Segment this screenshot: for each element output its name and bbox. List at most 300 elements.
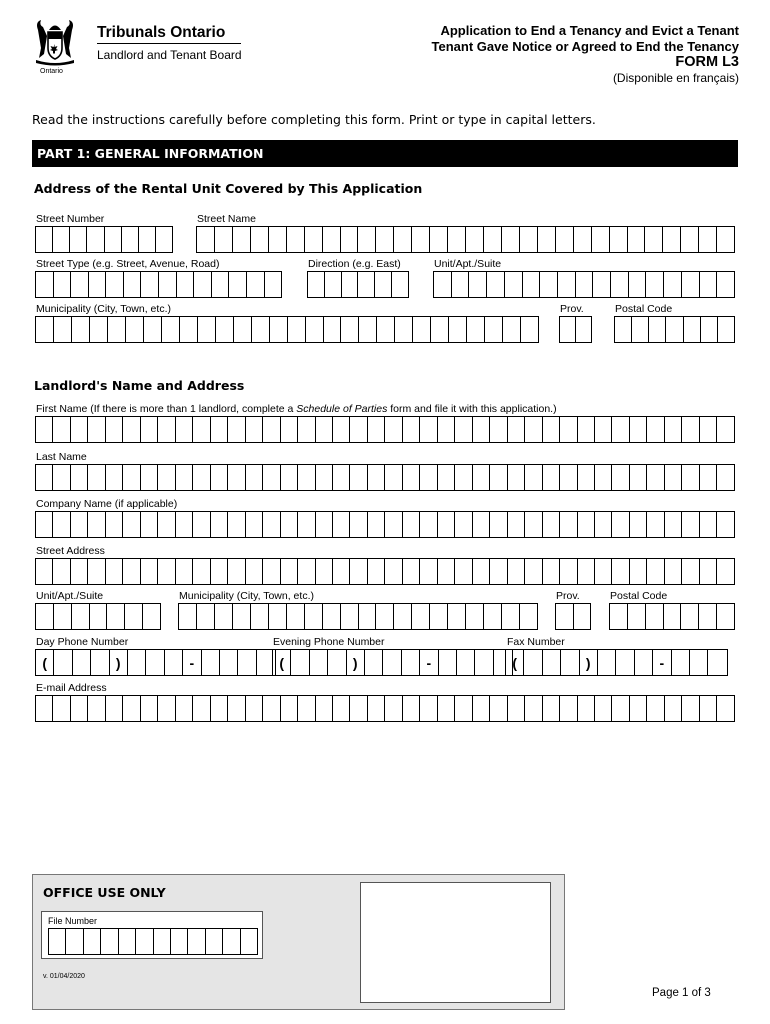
- char-cell[interactable]: [206, 929, 223, 954]
- char-cell[interactable]: [106, 272, 124, 297]
- char-cell[interactable]: [106, 696, 123, 721]
- char-cell[interactable]: [341, 227, 359, 252]
- char-cell[interactable]: [467, 317, 485, 342]
- char-cell[interactable]: [628, 227, 646, 252]
- char-cell[interactable]: [88, 465, 105, 490]
- rental-municipality-input[interactable]: [35, 316, 539, 343]
- char-cell[interactable]: [36, 417, 53, 442]
- char-cell[interactable]: [612, 417, 629, 442]
- char-cell[interactable]: [612, 696, 629, 721]
- landlord-email-input[interactable]: [35, 695, 735, 722]
- char-cell[interactable]: [176, 559, 193, 584]
- char-cell[interactable]: [593, 272, 611, 297]
- char-cell[interactable]: [89, 272, 107, 297]
- char-cell[interactable]: [106, 559, 123, 584]
- char-cell[interactable]: [385, 559, 402, 584]
- char-cell[interactable]: [176, 465, 193, 490]
- char-cell[interactable]: [88, 417, 105, 442]
- char-cell[interactable]: [324, 317, 342, 342]
- char-cell[interactable]: [298, 696, 315, 721]
- rental-postal-code-input[interactable]: [614, 316, 735, 343]
- char-cell[interactable]: [560, 465, 577, 490]
- char-cell[interactable]: [126, 317, 144, 342]
- char-cell[interactable]: [251, 227, 269, 252]
- char-cell[interactable]: [263, 559, 280, 584]
- char-cell[interactable]: [341, 317, 359, 342]
- rental-street-number-input[interactable]: [35, 226, 173, 253]
- char-cell[interactable]: [269, 227, 287, 252]
- char-cell[interactable]: [520, 227, 538, 252]
- char-cell[interactable]: [101, 929, 118, 954]
- char-cell[interactable]: [72, 604, 90, 629]
- char-cell[interactable]: [647, 465, 664, 490]
- char-cell[interactable]: [630, 559, 647, 584]
- char-cell[interactable]: [508, 417, 525, 442]
- char-cell[interactable]: [90, 604, 108, 629]
- char-cell[interactable]: [455, 465, 472, 490]
- char-cell[interactable]: [578, 465, 595, 490]
- char-cell[interactable]: [228, 559, 245, 584]
- char-cell[interactable]: [158, 696, 175, 721]
- char-cell[interactable]: [502, 227, 520, 252]
- char-cell[interactable]: [610, 227, 628, 252]
- char-cell[interactable]: [595, 417, 612, 442]
- char-cell[interactable]: [197, 604, 215, 629]
- char-cell[interactable]: [560, 417, 577, 442]
- landlord-municipality-input[interactable]: [178, 603, 538, 630]
- char-cell[interactable]: [490, 696, 507, 721]
- char-cell[interactable]: [171, 929, 188, 954]
- char-cell[interactable]: [700, 696, 717, 721]
- char-cell[interactable]: [233, 604, 251, 629]
- char-cell[interactable]: [87, 227, 104, 252]
- char-cell[interactable]: [53, 512, 70, 537]
- char-cell[interactable]: [122, 227, 139, 252]
- char-cell[interactable]: [632, 317, 649, 342]
- char-cell[interactable]: [368, 465, 385, 490]
- char-cell[interactable]: [490, 465, 507, 490]
- char-cell[interactable]: [143, 604, 160, 629]
- char-cell[interactable]: [36, 227, 53, 252]
- char-cell[interactable]: [574, 227, 592, 252]
- char-cell[interactable]: [420, 512, 437, 537]
- day-phone-input[interactable]: [35, 649, 276, 676]
- char-cell[interactable]: [682, 272, 700, 297]
- char-cell[interactable]: [71, 559, 88, 584]
- char-cell[interactable]: [543, 559, 560, 584]
- char-cell[interactable]: [455, 696, 472, 721]
- char-cell[interactable]: [430, 227, 448, 252]
- char-cell[interactable]: [350, 417, 367, 442]
- char-cell[interactable]: [141, 512, 158, 537]
- char-cell[interactable]: [215, 604, 233, 629]
- char-cell[interactable]: [368, 417, 385, 442]
- char-cell[interactable]: [682, 512, 699, 537]
- char-cell[interactable]: [665, 465, 682, 490]
- char-cell[interactable]: [90, 317, 108, 342]
- char-cell[interactable]: [438, 465, 455, 490]
- char-cell[interactable]: [84, 929, 101, 954]
- char-cell[interactable]: [139, 227, 156, 252]
- char-cell[interactable]: [263, 465, 280, 490]
- char-cell[interactable]: [54, 272, 72, 297]
- char-cell[interactable]: [193, 696, 210, 721]
- char-cell[interactable]: [107, 604, 125, 629]
- evening-phone-input[interactable]: [272, 649, 513, 676]
- char-cell[interactable]: [543, 512, 560, 537]
- char-cell[interactable]: [717, 512, 733, 537]
- char-cell[interactable]: [538, 227, 556, 252]
- char-cell[interactable]: [385, 512, 402, 537]
- char-cell[interactable]: [449, 317, 467, 342]
- char-cell[interactable]: [333, 417, 350, 442]
- char-cell[interactable]: [156, 227, 172, 252]
- char-cell[interactable]: [88, 559, 105, 584]
- char-cell[interactable]: [53, 227, 70, 252]
- char-cell[interactable]: [141, 417, 158, 442]
- char-cell[interactable]: [333, 559, 350, 584]
- char-cell[interactable]: [717, 696, 733, 721]
- char-cell[interactable]: [211, 417, 228, 442]
- char-cell[interactable]: [647, 559, 664, 584]
- char-cell[interactable]: [699, 227, 717, 252]
- char-cell[interactable]: [72, 317, 90, 342]
- landlord-last-name-input[interactable]: [35, 464, 735, 491]
- char-cell[interactable]: [106, 465, 123, 490]
- char-cell[interactable]: [490, 417, 507, 442]
- rental-direction-input[interactable]: [307, 271, 409, 298]
- char-cell[interactable]: [525, 465, 542, 490]
- char-cell[interactable]: [681, 227, 699, 252]
- char-cell[interactable]: [36, 559, 53, 584]
- char-cell[interactable]: [246, 465, 263, 490]
- char-cell[interactable]: [66, 929, 83, 954]
- char-cell[interactable]: [154, 929, 171, 954]
- char-cell[interactable]: [49, 929, 66, 954]
- char-cell[interactable]: [281, 465, 298, 490]
- char-cell[interactable]: [176, 696, 193, 721]
- char-cell[interactable]: [413, 317, 431, 342]
- char-cell[interactable]: [503, 317, 521, 342]
- char-cell[interactable]: [630, 465, 647, 490]
- char-cell[interactable]: [665, 417, 682, 442]
- char-cell[interactable]: [125, 604, 143, 629]
- char-cell[interactable]: [576, 317, 591, 342]
- char-cell[interactable]: [473, 417, 490, 442]
- char-cell[interactable]: [592, 227, 610, 252]
- char-cell[interactable]: [484, 604, 502, 629]
- char-cell[interactable]: [193, 512, 210, 537]
- char-cell[interactable]: [376, 227, 394, 252]
- fax-input[interactable]: [505, 649, 728, 676]
- char-cell[interactable]: [123, 559, 140, 584]
- landlord-prov-input[interactable]: [555, 603, 591, 630]
- char-cell[interactable]: [316, 417, 333, 442]
- char-cell[interactable]: [438, 417, 455, 442]
- char-cell[interactable]: [505, 272, 523, 297]
- char-cell[interactable]: [71, 417, 88, 442]
- char-cell[interactable]: [543, 417, 560, 442]
- char-cell[interactable]: [578, 559, 595, 584]
- char-cell[interactable]: [543, 696, 560, 721]
- char-cell[interactable]: [144, 317, 162, 342]
- char-cell[interactable]: [438, 512, 455, 537]
- char-cell[interactable]: [106, 512, 123, 537]
- char-cell[interactable]: [490, 559, 507, 584]
- char-cell[interactable]: [455, 417, 472, 442]
- char-cell[interactable]: [215, 227, 233, 252]
- char-cell[interactable]: [434, 272, 452, 297]
- char-cell[interactable]: [452, 272, 470, 297]
- char-cell[interactable]: [394, 227, 412, 252]
- char-cell[interactable]: [473, 512, 490, 537]
- char-cell[interactable]: [525, 559, 542, 584]
- char-cell[interactable]: [162, 317, 180, 342]
- char-cell[interactable]: [681, 604, 699, 629]
- char-cell[interactable]: [394, 604, 412, 629]
- char-cell[interactable]: [71, 465, 88, 490]
- char-cell[interactable]: [664, 604, 682, 629]
- char-cell[interactable]: [630, 696, 647, 721]
- char-cell[interactable]: [368, 559, 385, 584]
- char-cell[interactable]: [612, 512, 629, 537]
- char-cell[interactable]: [473, 559, 490, 584]
- char-cell[interactable]: [36, 465, 53, 490]
- char-cell[interactable]: [176, 417, 193, 442]
- char-cell[interactable]: [123, 696, 140, 721]
- landlord-unit-input[interactable]: [35, 603, 161, 630]
- char-cell[interactable]: [610, 604, 628, 629]
- char-cell[interactable]: [717, 465, 733, 490]
- char-cell[interactable]: [578, 696, 595, 721]
- char-cell[interactable]: [176, 512, 193, 537]
- char-cell[interactable]: [350, 465, 367, 490]
- char-cell[interactable]: [448, 227, 466, 252]
- landlord-company-input[interactable]: [35, 511, 735, 538]
- char-cell[interactable]: [718, 317, 734, 342]
- char-cell[interactable]: [595, 559, 612, 584]
- char-cell[interactable]: [612, 559, 629, 584]
- char-cell[interactable]: [136, 929, 153, 954]
- char-cell[interactable]: [403, 559, 420, 584]
- char-cell[interactable]: [71, 512, 88, 537]
- char-cell[interactable]: [298, 465, 315, 490]
- char-cell[interactable]: [412, 604, 430, 629]
- char-cell[interactable]: [71, 272, 89, 297]
- char-cell[interactable]: [412, 227, 430, 252]
- char-cell[interactable]: [316, 559, 333, 584]
- rental-prov-input[interactable]: [559, 316, 592, 343]
- char-cell[interactable]: [682, 559, 699, 584]
- char-cell[interactable]: [508, 512, 525, 537]
- char-cell[interactable]: [323, 604, 341, 629]
- char-cell[interactable]: [358, 272, 375, 297]
- char-cell[interactable]: [395, 317, 413, 342]
- char-cell[interactable]: [333, 465, 350, 490]
- char-cell[interactable]: [263, 696, 280, 721]
- char-cell[interactable]: [88, 512, 105, 537]
- char-cell[interactable]: [36, 272, 54, 297]
- char-cell[interactable]: [403, 696, 420, 721]
- char-cell[interactable]: [106, 417, 123, 442]
- char-cell[interactable]: [265, 272, 282, 297]
- char-cell[interactable]: [123, 465, 140, 490]
- char-cell[interactable]: [212, 272, 230, 297]
- char-cell[interactable]: [466, 604, 484, 629]
- char-cell[interactable]: [377, 317, 395, 342]
- char-cell[interactable]: [333, 512, 350, 537]
- char-cell[interactable]: [665, 512, 682, 537]
- char-cell[interactable]: [420, 696, 437, 721]
- char-cell[interactable]: [241, 929, 257, 954]
- char-cell[interactable]: [523, 272, 541, 297]
- char-cell[interactable]: [508, 465, 525, 490]
- char-cell[interactable]: [595, 696, 612, 721]
- landlord-street-address-input[interactable]: [35, 558, 735, 585]
- char-cell[interactable]: [71, 696, 88, 721]
- char-cell[interactable]: [194, 272, 212, 297]
- char-cell[interactable]: [647, 417, 664, 442]
- char-cell[interactable]: [298, 417, 315, 442]
- char-cell[interactable]: [246, 559, 263, 584]
- char-cell[interactable]: [246, 696, 263, 721]
- char-cell[interactable]: [229, 272, 247, 297]
- char-cell[interactable]: [431, 317, 449, 342]
- char-cell[interactable]: [717, 604, 734, 629]
- char-cell[interactable]: [188, 929, 205, 954]
- char-cell[interactable]: [288, 317, 306, 342]
- char-cell[interactable]: [682, 417, 699, 442]
- char-cell[interactable]: [281, 559, 298, 584]
- char-cell[interactable]: [392, 272, 408, 297]
- char-cell[interactable]: [490, 512, 507, 537]
- char-cell[interactable]: [198, 317, 216, 342]
- char-cell[interactable]: [325, 272, 342, 297]
- char-cell[interactable]: [578, 512, 595, 537]
- char-cell[interactable]: [298, 512, 315, 537]
- char-cell[interactable]: [576, 272, 594, 297]
- char-cell[interactable]: [420, 559, 437, 584]
- char-cell[interactable]: [316, 465, 333, 490]
- char-cell[interactable]: [666, 317, 683, 342]
- char-cell[interactable]: [211, 512, 228, 537]
- char-cell[interactable]: [438, 559, 455, 584]
- char-cell[interactable]: [595, 465, 612, 490]
- char-cell[interactable]: [350, 559, 367, 584]
- char-cell[interactable]: [287, 227, 305, 252]
- char-cell[interactable]: [246, 512, 263, 537]
- landlord-first-name-input[interactable]: [35, 416, 735, 443]
- char-cell[interactable]: [368, 512, 385, 537]
- char-cell[interactable]: [630, 417, 647, 442]
- char-cell[interactable]: [455, 512, 472, 537]
- char-cell[interactable]: [663, 227, 681, 252]
- char-cell[interactable]: [375, 272, 392, 297]
- char-cell[interactable]: [141, 272, 159, 297]
- char-cell[interactable]: [595, 512, 612, 537]
- char-cell[interactable]: [700, 272, 718, 297]
- char-cell[interactable]: [54, 317, 72, 342]
- char-cell[interactable]: [269, 604, 287, 629]
- char-cell[interactable]: [350, 696, 367, 721]
- char-cell[interactable]: [211, 696, 228, 721]
- char-cell[interactable]: [53, 465, 70, 490]
- char-cell[interactable]: [158, 559, 175, 584]
- char-cell[interactable]: [502, 604, 520, 629]
- char-cell[interactable]: [359, 317, 377, 342]
- char-cell[interactable]: [485, 317, 503, 342]
- char-cell[interactable]: [525, 417, 542, 442]
- char-cell[interactable]: [682, 696, 699, 721]
- char-cell[interactable]: [484, 227, 502, 252]
- char-cell[interactable]: [333, 696, 350, 721]
- char-cell[interactable]: [420, 417, 437, 442]
- char-cell[interactable]: [359, 604, 377, 629]
- char-cell[interactable]: [385, 465, 402, 490]
- char-cell[interactable]: [179, 604, 197, 629]
- char-cell[interactable]: [645, 227, 663, 252]
- char-cell[interactable]: [141, 559, 158, 584]
- char-cell[interactable]: [323, 227, 341, 252]
- char-cell[interactable]: [228, 512, 245, 537]
- char-cell[interactable]: [141, 696, 158, 721]
- char-cell[interactable]: [316, 696, 333, 721]
- char-cell[interactable]: [649, 317, 666, 342]
- char-cell[interactable]: [233, 227, 251, 252]
- char-cell[interactable]: [543, 465, 560, 490]
- char-cell[interactable]: [306, 317, 324, 342]
- char-cell[interactable]: [629, 272, 647, 297]
- char-cell[interactable]: [628, 604, 646, 629]
- char-cell[interactable]: [560, 317, 576, 342]
- char-cell[interactable]: [246, 417, 263, 442]
- char-cell[interactable]: [270, 317, 288, 342]
- char-cell[interactable]: [53, 696, 70, 721]
- char-cell[interactable]: [684, 317, 701, 342]
- char-cell[interactable]: [521, 317, 538, 342]
- char-cell[interactable]: [350, 512, 367, 537]
- char-cell[interactable]: [540, 272, 558, 297]
- char-cell[interactable]: [263, 417, 280, 442]
- char-cell[interactable]: [438, 696, 455, 721]
- char-cell[interactable]: [717, 227, 734, 252]
- char-cell[interactable]: [525, 512, 542, 537]
- char-cell[interactable]: [228, 696, 245, 721]
- char-cell[interactable]: [646, 604, 664, 629]
- char-cell[interactable]: [234, 317, 252, 342]
- char-cell[interactable]: [385, 417, 402, 442]
- char-cell[interactable]: [263, 512, 280, 537]
- char-cell[interactable]: [211, 465, 228, 490]
- char-cell[interactable]: [682, 465, 699, 490]
- char-cell[interactable]: [53, 559, 70, 584]
- char-cell[interactable]: [298, 559, 315, 584]
- char-cell[interactable]: [211, 559, 228, 584]
- char-cell[interactable]: [180, 317, 198, 342]
- char-cell[interactable]: [287, 604, 305, 629]
- char-cell[interactable]: [53, 417, 70, 442]
- char-cell[interactable]: [70, 227, 87, 252]
- char-cell[interactable]: [508, 559, 525, 584]
- char-cell[interactable]: [368, 696, 385, 721]
- char-cell[interactable]: [247, 272, 265, 297]
- char-cell[interactable]: [177, 272, 195, 297]
- char-cell[interactable]: [615, 317, 632, 342]
- landlord-postal-code-input[interactable]: [609, 603, 735, 630]
- rental-street-type-input[interactable]: [35, 271, 282, 298]
- char-cell[interactable]: [105, 227, 122, 252]
- char-cell[interactable]: [281, 512, 298, 537]
